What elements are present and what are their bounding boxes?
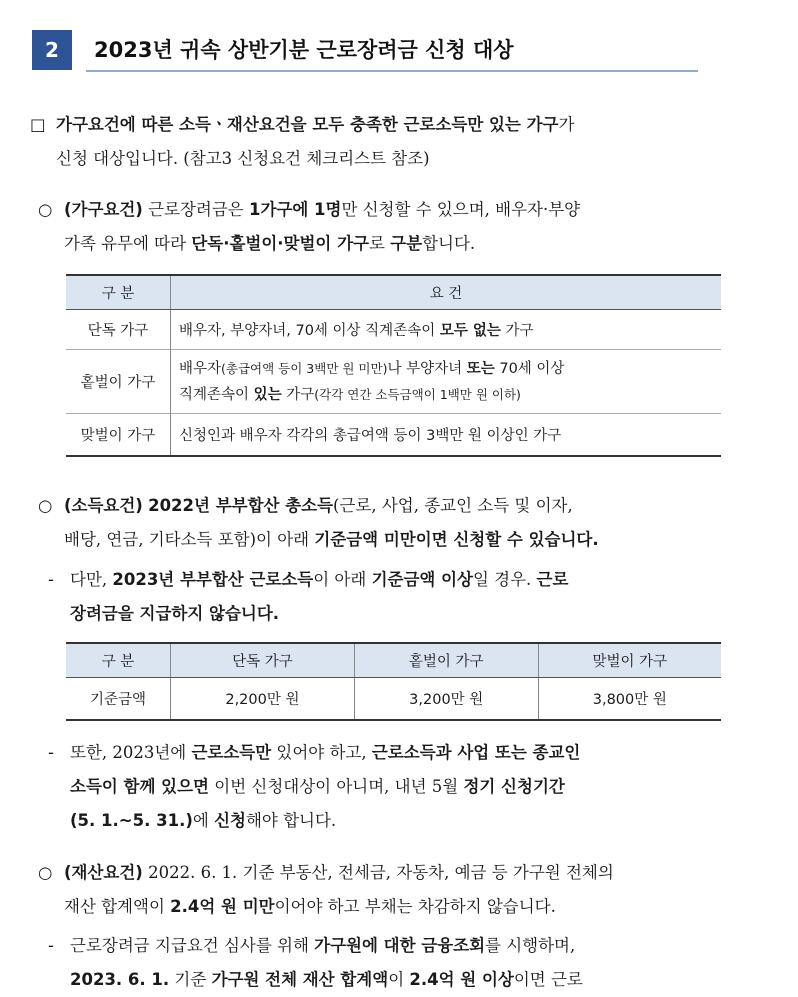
intro-paragraph: □ 가구요건에 따른 소득ㆍ재산요건을 모두 충족한 근로소득만 있는 가구가 신청 대상입니다. (참고3 신청요건 체크리스트 참조) [30, 108, 574, 176]
header-cell: 구 분 [66, 643, 171, 678]
row-label-cell: 기준금액 [66, 678, 171, 720]
title-underline [86, 70, 698, 72]
amount-cell: 2,200만 원 [171, 678, 355, 720]
household-type-cell: 홑벌이 가구 [66, 350, 171, 414]
requirement-cell: 신청인과 배우자 각각의 총급여액 등이 3백만 원 이상인 가구 [171, 414, 722, 456]
section-header [32, 26, 672, 74]
table-row [66, 350, 721, 414]
circle-bullet-icon: ○ [38, 863, 53, 882]
header-cell: 구 분 [66, 275, 171, 310]
dash-bullet: - [48, 570, 54, 589]
household-requirement: ○ (가구요건) 근로장려금은 1가구에 1명만 신청할 수 있으며, 배우자·부양 가족 유무에 따라 단독·홑벌이·맞벌이 가구로 구분합니다. [38, 193, 580, 261]
header-cell: 맞벌이 가구 [538, 643, 721, 678]
amount-cell: 3,800만 원 [538, 678, 721, 720]
requirement-cell: 배우자, 부양자녀, 70세 이상 직계존속이 모두 없는 가구 [171, 310, 722, 350]
table-row [66, 414, 721, 456]
requirement-cell: 배우자(총급여액 등이 3백만 원 미만)나 부양자녀 또는 70세 이상 직계존속이 있는 가구(각각 연간 소득금액이 1백만 원 이하) [171, 350, 722, 414]
dash-bullet: - [48, 936, 54, 955]
checkbox-square-icon: □ [30, 115, 46, 134]
income-note: - 다만, 2023년 부부합산 근로소득이 아래 기준금액 이상일 경우. 근로 장려금을 지급하지 않습니다. [48, 563, 568, 631]
table-row [66, 678, 721, 720]
income-requirement: ○ (소득요건) 2022년 부부합산 총소득(근로, 사업, 종교인 소득 및 이자, 배당, 연금, 기타소득 포함)이 아래 기준금액 미만이면 신청할 수 있습니다. [38, 489, 599, 557]
household-type-cell: 단독 가구 [66, 310, 171, 350]
circle-bullet-icon: ○ [38, 496, 53, 515]
header-cell: 단독 가구 [171, 643, 355, 678]
circle-bullet-icon: ○ [38, 200, 53, 219]
table-header-row [66, 643, 721, 678]
header-cell: 요 건 [171, 275, 722, 310]
threshold-amount-table [66, 642, 721, 721]
household-type-cell: 맞벌이 가구 [66, 414, 171, 456]
table-row [66, 310, 721, 350]
section-title: 2023년 귀속 상반기분 근로장려금 신청 대상 [94, 38, 514, 62]
dash-bullet: - [48, 743, 54, 762]
asset-requirement: ○ (재산요건) 2022. 6. 1. 기준 부동산, 전세금, 자동차, 예금 등 가구원 전체의 재산 합계액이 2.4억 원 미만이어야 하고 부채는 차감하지 않습니다. [38, 856, 614, 924]
amount-cell: 3,200만 원 [354, 678, 538, 720]
header-cell: 홑벌이 가구 [354, 643, 538, 678]
section-number-badge: 2 [32, 30, 72, 70]
table-header-row [66, 275, 721, 310]
income-note-2: - 또한, 2023년에 근로소득만 있어야 하고, 근로소득과 사업 또는 종교인 소득이 함께 있으면 이번 신청대상이 아니며, 내년 5월 정기 신청기간 (5. 1.~5. 31.)에 신청해야 합니다. [48, 736, 580, 838]
asset-note: - 근로장려금 지급요건 심사를 위해 가구원에 대한 금융조회를 시행하며, 2023. 6. 1. 기준 가구원 전체 재산 합계액이 2.4억 원 이상이면 근로 [48, 929, 583, 997]
household-type-table [66, 274, 721, 457]
